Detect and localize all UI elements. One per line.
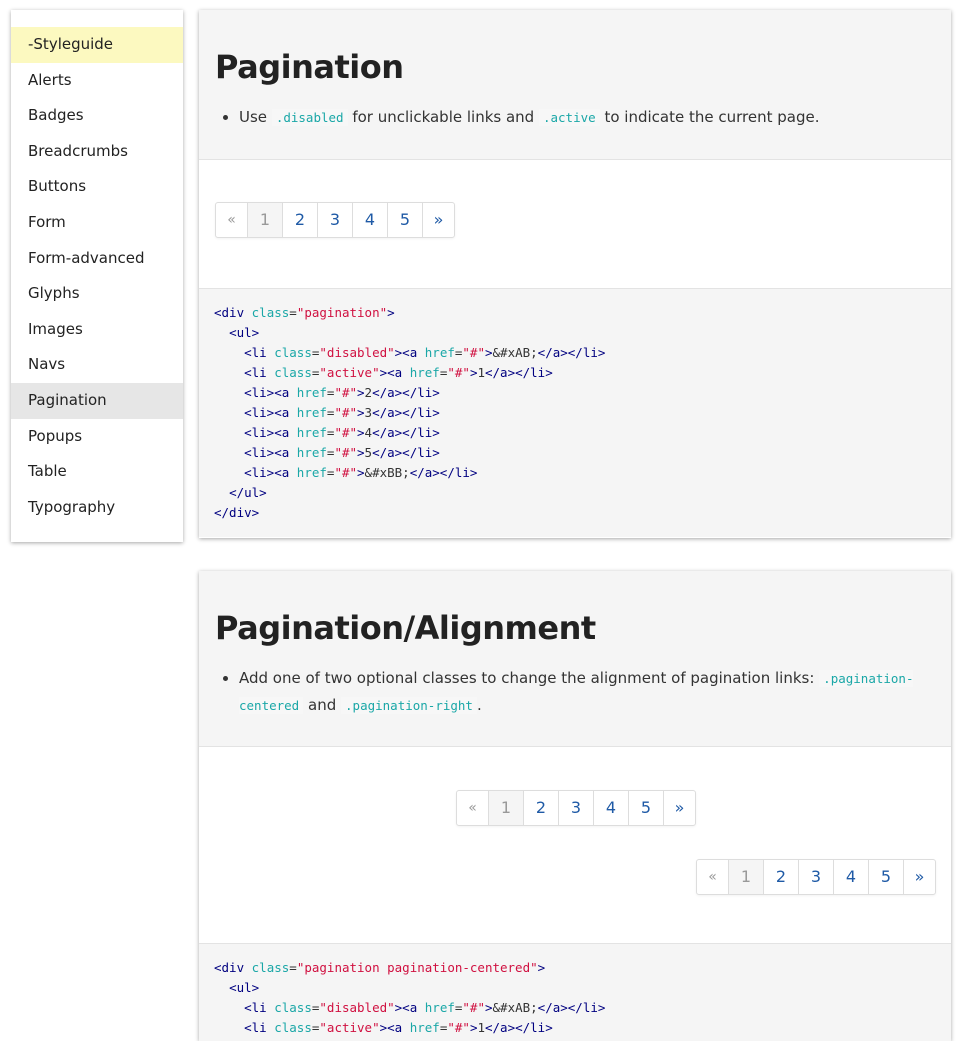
alignment-example bbox=[199, 747, 951, 943]
sidebar-item-images[interactable]: Images bbox=[28, 319, 83, 338]
code-line: <li class="disabled"><a href="#">&#xAB;</a></li> bbox=[244, 1000, 606, 1015]
description-text: Use bbox=[239, 108, 268, 126]
pagination-next[interactable]: » bbox=[422, 203, 454, 237]
code-line: <li class="active"><a href="#">1</a></li> bbox=[244, 365, 553, 380]
pagination-description bbox=[199, 10, 951, 160]
sidebar-item-styleguide[interactable]: -Styleguide bbox=[11, 27, 183, 63]
sidebar-item-typography[interactable]: Typography bbox=[28, 497, 116, 516]
code-line: <li><a href="#">&#xBB;</a></li> bbox=[244, 465, 478, 480]
pagination-page-4[interactable]: 4 bbox=[352, 203, 387, 237]
pagination-prev: « bbox=[468, 800, 477, 816]
code-line: </ul> bbox=[229, 485, 267, 500]
pagination-page-3[interactable]: 3 bbox=[317, 203, 352, 237]
code-line: <div class="pagination pagination-centered"> bbox=[214, 960, 546, 975]
sidebar-item-badges[interactable]: Badges bbox=[28, 106, 84, 125]
code-line: <ul> bbox=[229, 980, 260, 995]
pagination-page-4[interactable]: 4 bbox=[593, 791, 628, 825]
code-line: <li><a href="#">5</a></li> bbox=[244, 445, 440, 460]
pagination-page-2[interactable]: 2 bbox=[523, 791, 558, 825]
pagination-next[interactable]: » bbox=[903, 860, 935, 894]
pagination-next[interactable]: » bbox=[663, 791, 695, 825]
description-text: for unclickable links and bbox=[352, 108, 535, 126]
sidebar-item-navs[interactable]: Navs bbox=[28, 355, 66, 374]
sidebar-item-form-advanced[interactable]: Form-advanced bbox=[28, 248, 145, 267]
description-text: Add one of two optional classes to change the alignment of pagination links: bbox=[239, 669, 815, 687]
pagination-alignment-section bbox=[199, 571, 951, 1041]
class-name-code: .disabled bbox=[272, 109, 348, 126]
section-title: Pagination bbox=[215, 48, 404, 86]
code-line: <li><a href="#">3</a></li> bbox=[244, 405, 440, 420]
sidebar-item-buttons[interactable]: Buttons bbox=[28, 177, 87, 196]
sidebar-item-form[interactable]: Form bbox=[28, 212, 66, 231]
pagination-page-3[interactable]: 3 bbox=[558, 791, 593, 825]
pagination-control bbox=[215, 202, 455, 238]
pagination-page-5[interactable]: 5 bbox=[628, 791, 663, 825]
class-name-code: .pagination-centered bbox=[239, 671, 914, 713]
pagination-prev: « bbox=[708, 869, 717, 885]
class-name-code: .pagination-right bbox=[341, 697, 477, 714]
pagination-page-5[interactable]: 5 bbox=[387, 203, 422, 237]
pagination-page-2[interactable]: 2 bbox=[282, 203, 317, 237]
code-line: </div> bbox=[214, 505, 260, 520]
code-line: <li class="active"><a href="#">1</a></li> bbox=[244, 1020, 553, 1035]
sidebar-item-breadcrumbs[interactable]: Breadcrumbs bbox=[28, 141, 128, 160]
section-title: Pagination/Alignment bbox=[215, 609, 596, 647]
pagination-page-2[interactable]: 2 bbox=[763, 860, 798, 894]
pagination-section bbox=[199, 10, 951, 538]
pagination-page-4[interactable]: 4 bbox=[833, 860, 868, 894]
sidebar-item-alerts[interactable]: Alerts bbox=[28, 70, 72, 89]
pagination-page-1: 1 bbox=[728, 860, 763, 894]
pagination-right bbox=[696, 859, 936, 895]
pagination-page-1: 1 bbox=[247, 203, 282, 237]
styleguide-sidebar bbox=[11, 10, 183, 542]
pagination-page-3[interactable]: 3 bbox=[798, 860, 833, 894]
code-line: <li class="disabled"><a href="#">&#xAB;</a></li> bbox=[244, 345, 606, 360]
description-text: to indicate the current page. bbox=[604, 108, 820, 126]
pagination-centered bbox=[456, 790, 696, 826]
sidebar-item-table[interactable]: Table bbox=[28, 462, 67, 481]
code-sample bbox=[199, 288, 951, 537]
sidebar-item-glyphs[interactable]: Glyphs bbox=[28, 284, 80, 303]
sidebar-item-pagination[interactable]: Pagination bbox=[11, 383, 183, 419]
pagination-page-1: 1 bbox=[488, 791, 523, 825]
description-item bbox=[239, 665, 935, 719]
alignment-description bbox=[199, 571, 951, 747]
class-name-code: .active bbox=[539, 109, 600, 126]
code-line: <ul> bbox=[229, 325, 260, 340]
code-line: <li><a href="#">2</a></li> bbox=[244, 385, 440, 400]
description-item bbox=[239, 104, 935, 131]
description-list bbox=[215, 104, 935, 131]
pagination-prev: « bbox=[227, 212, 236, 228]
description-list bbox=[215, 665, 935, 719]
description-text: . bbox=[476, 696, 482, 714]
code-line: <div class="pagination"> bbox=[214, 305, 395, 320]
description-text: and bbox=[308, 696, 337, 714]
code-sample bbox=[199, 943, 951, 1041]
sidebar-item-popups[interactable]: Popups bbox=[28, 426, 83, 445]
pagination-example bbox=[199, 160, 951, 288]
pagination-page-5[interactable]: 5 bbox=[868, 860, 903, 894]
code-line: <li><a href="#">4</a></li> bbox=[244, 425, 440, 440]
